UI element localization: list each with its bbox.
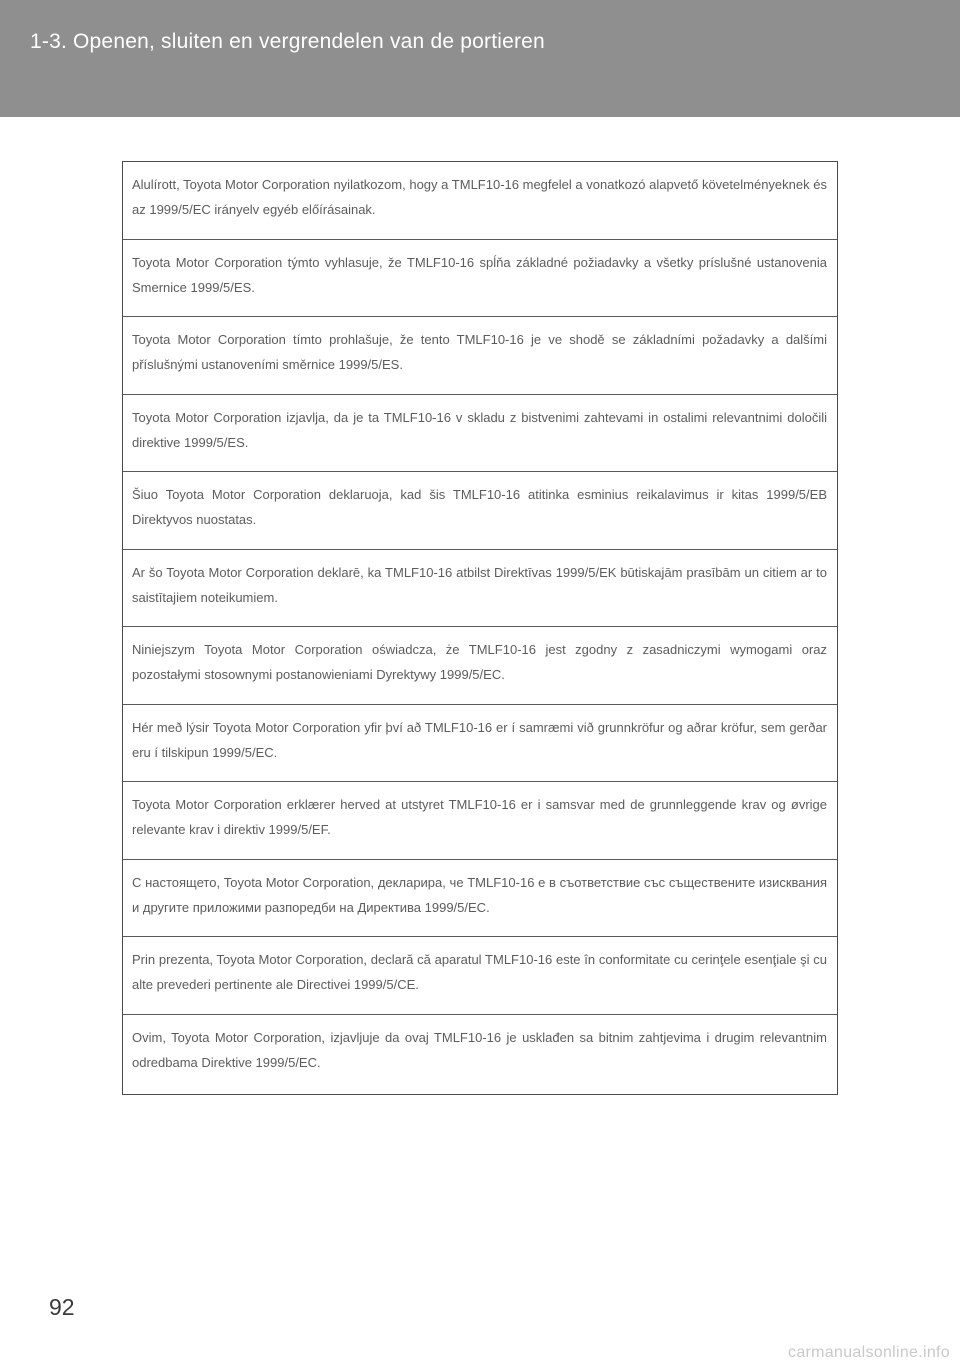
declaration-lithuanian: Šiuo Toyota Motor Corporation deklaruoja, kad šis TMLF10-16 atitinka esminius reikalavimus ir kitas 1999/5/EB Direktyvos nuostatas. [123,472,837,550]
declaration-slovenian: Toyota Motor Corporation izjavlja, da je ta TMLF10-16 v skladu z bistvenimi zahtevami in ostalimi relevantnimi določili direktive 1999/5/ES. [123,395,837,473]
declaration-czech: Toyota Motor Corporation tímto prohlašuje, že tento TMLF10-16 je ve shodě se základními požadavky a dalšími příslušnými ustanoveními směrnice 1999/5/ES. [123,317,837,395]
header-band [0,0,960,117]
declarations-table [122,161,838,1095]
declaration-romanian: Prin prezenta, Toyota Motor Corporation, declară că aparatul TMLF10-16 este în conformitate cu cerinţele esenţiale şi cu alte prevederi pertinente ale Directivei 1999/5/CE. [123,937,837,1015]
declaration-croatian: Ovim, Toyota Motor Corporation, izjavljuje da ovaj TMLF10-16 je usklađen sa bitnim zahtjevima i drugim relevantnim odredbama Direktive 1999/5/EC. [132,1029,827,1070]
watermark: carmanualsonline.info [788,1344,950,1361]
declaration-icelandic: Hér með lýsir Toyota Motor Corporation yfir því að TMLF10-16 er í samræmi við grunnkröfur og aðrar kröfur, sem gerðar eru í tilskipun 1999/5/EC. [123,705,837,783]
declaration-latvian: Ar šo Toyota Motor Corporation deklarē, ka TMLF10-16 atbilst Direktīvas 1999/5/EK būtiskajām prasībām un citiem ar to saistītajiem noteikumiem. [123,550,837,628]
declaration-bulgarian: С настоящето, Toyota Motor Corporation, декларира, че TMLF10-16 е в съответствие със съществените изисквания и другите приложими разпоредби на Директива 1999/5/EC. [123,860,837,938]
declaration-polish: Niniejszym Toyota Motor Corporation oświadcza, że TMLF10-16 jest zgodny z zasadniczymi wymogami oraz pozostałymi stosownymi postanowieniami Dyrektywy 1999/5/EC. [123,627,837,705]
declaration-slovak: Toyota Motor Corporation týmto vyhlasuje, že TMLF10-16 spĺňa základné požiadavky a všetky príslušné ustanovenia Smernice 1999/5/ES. [123,240,837,318]
page-number: 92 [49,1294,75,1320]
section-title: 1-3. Openen, sluiten en vergrendelen van de portieren [30,30,545,53]
declaration-norwegian: Toyota Motor Corporation erklærer herved at utstyret TMLF10-16 er i samsvar med de grunnleggende krav og øvrige relevante krav i direktiv 1999/5/EF. [123,782,837,860]
declaration-hungarian: Alulírott, Toyota Motor Corporation nyilatkozom, hogy a TMLF10-16 megfelel a vonatkozó alapvető követelményeknek és az 1999/5/EC irányelv egyéb előírásainak. [123,162,837,240]
